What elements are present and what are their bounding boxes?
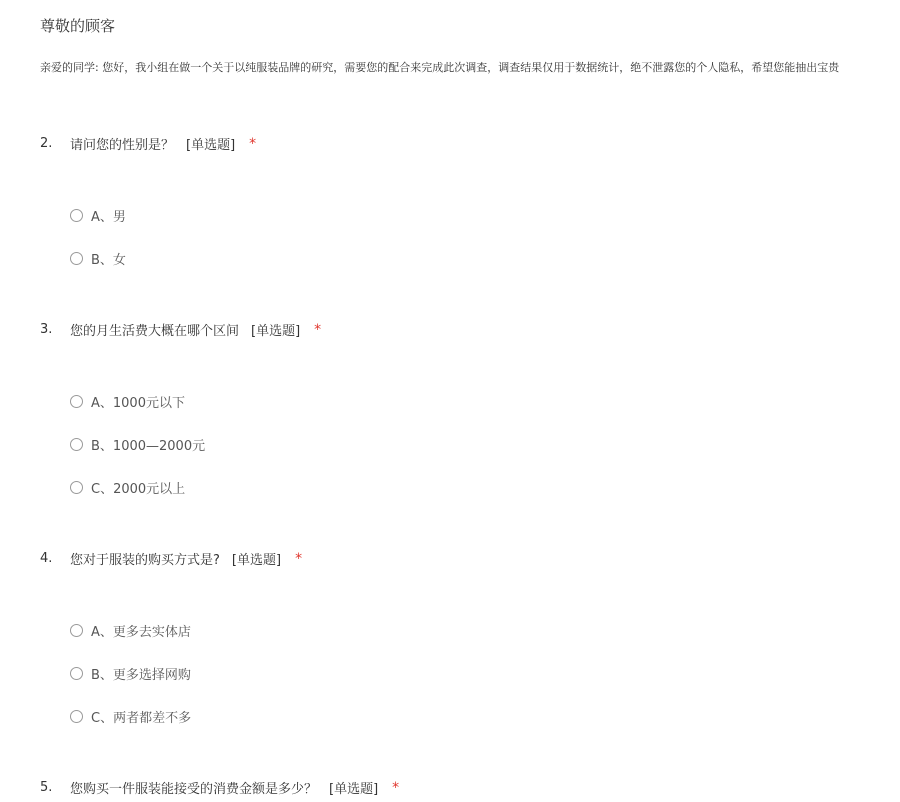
- option-purchase-both[interactable]: [70, 706, 191, 726]
- radio-circle-icon[interactable]: [70, 438, 83, 451]
- question-number: 4.: [40, 551, 53, 566]
- option-label: A、更多去实体店: [91, 624, 191, 640]
- radio-circle-icon[interactable]: [70, 252, 83, 265]
- option-budget-over-2000[interactable]: [70, 477, 185, 497]
- question-type: [单选题]: [186, 138, 236, 153]
- option-label: A、男: [91, 209, 126, 225]
- question-number: 5.: [40, 780, 53, 795]
- option-purchase-store[interactable]: [70, 620, 191, 640]
- radio-circle-icon[interactable]: [70, 667, 83, 680]
- option-budget-1000-2000[interactable]: [70, 434, 205, 454]
- required-mark: *: [295, 550, 303, 567]
- question-type: [单选题]: [251, 324, 301, 339]
- option-purchase-online[interactable]: [70, 663, 191, 683]
- radio-circle-icon[interactable]: [70, 395, 83, 408]
- survey-title: 尊敬的顾客: [40, 17, 116, 35]
- radio-circle-icon[interactable]: [70, 481, 83, 494]
- option-label: B、女: [91, 252, 126, 268]
- option-label: A、1000元以下: [91, 395, 185, 411]
- question-4: [40, 549, 880, 573]
- question-text: 您对于服装的购买方式是?: [70, 553, 220, 568]
- option-label: B、更多选择网购: [91, 667, 191, 683]
- radio-circle-icon[interactable]: [70, 209, 83, 222]
- option-label: C、2000元以上: [91, 481, 186, 497]
- question-text: 请问您的性别是？: [70, 138, 175, 153]
- question-text: 您的月生活费大概在哪个区间: [70, 324, 240, 339]
- question-3: [40, 320, 880, 344]
- question-text: 您购买一件服装能接受的消费金额是多少？: [70, 782, 318, 797]
- question-type: [单选题]: [329, 782, 379, 797]
- question-number: 2.: [40, 136, 53, 151]
- survey-intro: 亲爱的同学: 您好，我小组在做一个关于以纯服装品牌的研究，需要您的配合来完成此次调查，调查结果仅用于数据统计，绝不泄露您的个人隐私，希望您能抽出宝贵: [40, 61, 840, 74]
- question-5: [40, 778, 880, 802]
- radio-circle-icon[interactable]: [70, 710, 83, 723]
- question-type: [单选题]: [231, 553, 282, 568]
- required-mark: *: [314, 321, 322, 338]
- option-label: C、两者都差不多: [91, 710, 192, 726]
- radio-circle-icon[interactable]: [70, 624, 83, 637]
- option-gender-male[interactable]: [70, 205, 126, 225]
- option-budget-under-1000[interactable]: [70, 391, 185, 411]
- option-gender-female[interactable]: [70, 248, 126, 268]
- required-mark: *: [249, 135, 257, 152]
- question-number: 3.: [40, 322, 53, 337]
- question-2: [40, 134, 880, 158]
- option-label: B、1000—2000元: [91, 438, 206, 454]
- required-mark: *: [392, 779, 400, 796]
